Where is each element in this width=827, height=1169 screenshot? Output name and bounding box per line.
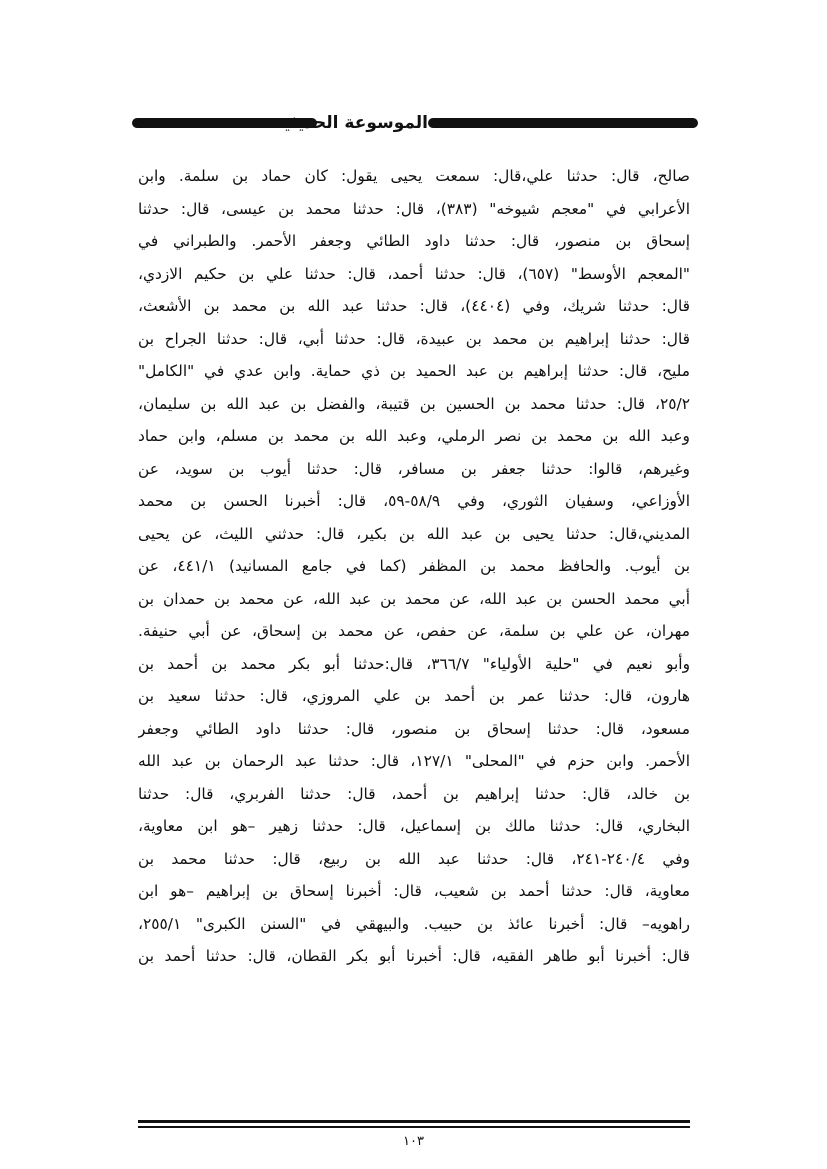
text-line: ٢٥/٢، قال: حدثنا محمد بن الحسين بن قتيبة، والفضل بن عبد الله بن سليمان، <box>138 394 690 413</box>
text-line: وفي ٢٤٠/٤-٢٤١، قال: حدثنا عبد الله بن ربيع، قال: حدثنا محمد بن <box>138 849 690 868</box>
text-line: هارون، قال: حدثنا عمر بن أحمد بن علي المروزي، قال: حدثنا سعيد بن <box>138 687 690 705</box>
text-line: البخاري، قال: حدثنا مالك بن إسماعيل، قال: حدثنا زهير –هو ابن معاوية، <box>138 817 690 835</box>
header-rule-right <box>428 118 698 128</box>
header-title: الموسوعة الحديثية <box>273 113 428 133</box>
text-line: الأوزاعي، وسفيان الثوري، وفي ٥٨/٩-٥٩، قال: أخبرنا الحسن بن محمد <box>138 492 690 510</box>
text-line: الأحمر. وابن حزم في "المحلى" ١٢٧/١، قال: حدثنا عبد الرحمان بن عبد الله <box>138 752 690 770</box>
text-line: قال: حدثنا شريك، وفي (٤٤٠٤)، قال: حدثنا عبد الله بن محمد بن الأشعث، <box>138 297 690 315</box>
text-line: وأبو نعيم في "حلية الأولياء" ٣٦٦/٧، قال:حدثنا أبو بكر محمد بن أحمد بن <box>138 654 690 673</box>
text-line: معاوية، قال: حدثنا أحمد بن شعيب، قال: أخبرنا إسحاق بن إبراهيم –هو ابن <box>138 882 690 900</box>
page-header <box>132 108 698 140</box>
text-line: مهران، عن علي بن سلمة، عن حفص، عن محمد بن إسحاق، عن أبي حنيفة. <box>138 622 690 640</box>
text-line: أبي محمد الحسن بن عبد الله، عن محمد بن عبد الله، عن محمد بن حمدان بن <box>138 589 690 608</box>
text-line: وغيرهم، قالوا: حدثنا جعفر بن مسافر، قال: حدثنا أيوب بن سويد، عن <box>138 459 690 478</box>
text-line: بن خالد، قال: حدثنا إبراهيم بن أحمد، قال: حدثنا الفربري، قال: حدثنا <box>138 784 690 803</box>
text-line: الأعرابي في "معجم شيوخه" (٣٨٣)، قال: حدثنا محمد بن عيسى، قال: حدثنا <box>138 199 690 218</box>
page-number: ١٠٣ <box>403 1134 424 1149</box>
text-line: وعبد الله بن محمد بن نصر الرملي، وعبد الله بن محمد بن مسلم، وابن حماد <box>138 427 690 445</box>
text-line: راهويه– قال: أخبرنا عائذ بن حبيب. والبيهقي في "السنن الكبرى" ٢٥٥/١، <box>138 914 690 933</box>
text-line: قال: أخبرنا أبو طاهر الفقيه، قال: أخبرنا أبو بكر القطان، قال: حدثنا أحمد بن <box>138 947 690 965</box>
text-line: المديني،قال: حدثنا يحيى بن عبد الله بن بكير، قال: حدثني الليث، عن يحيى <box>138 524 690 543</box>
body-text <box>138 160 690 973</box>
text-line: صالح، قال: حدثنا علي،قال: سمعت يحيى يقول: كان حماد بن سلمة. وابن <box>138 167 690 185</box>
text-line: مسعود، قال: حدثنا إسحاق بن منصور، قال: حدثنا داود الطائي وجعفر <box>138 719 690 738</box>
text-line: بن أيوب. والحافظ محمد بن المظفر (كما في جامع المسانيد) ٤٤١/١، عن <box>138 557 690 575</box>
footer-rule-thick <box>138 1120 690 1123</box>
text-line: مليح، قال: حدثنا إبراهيم بن عبد الحميد بن ذي حماية. وابن عدي في "الكامل" <box>138 362 690 380</box>
text-line: قال: حدثنا إبراهيم بن محمد بن عبيدة، قال: حدثنا أبي، قال: حدثنا الجراح بن <box>138 329 690 348</box>
text-line: إسحاق بن منصور، قال: حدثنا داود الطائي وجعفر الأحمر. والطبراني في <box>138 232 690 250</box>
text-line: "المعجم الأوسط" (٦٥٧)، قال: حدثنا أحمد، قال: حدثنا علي بن حكيم الازدي، <box>138 264 690 283</box>
footer-rule-thin <box>138 1126 690 1128</box>
